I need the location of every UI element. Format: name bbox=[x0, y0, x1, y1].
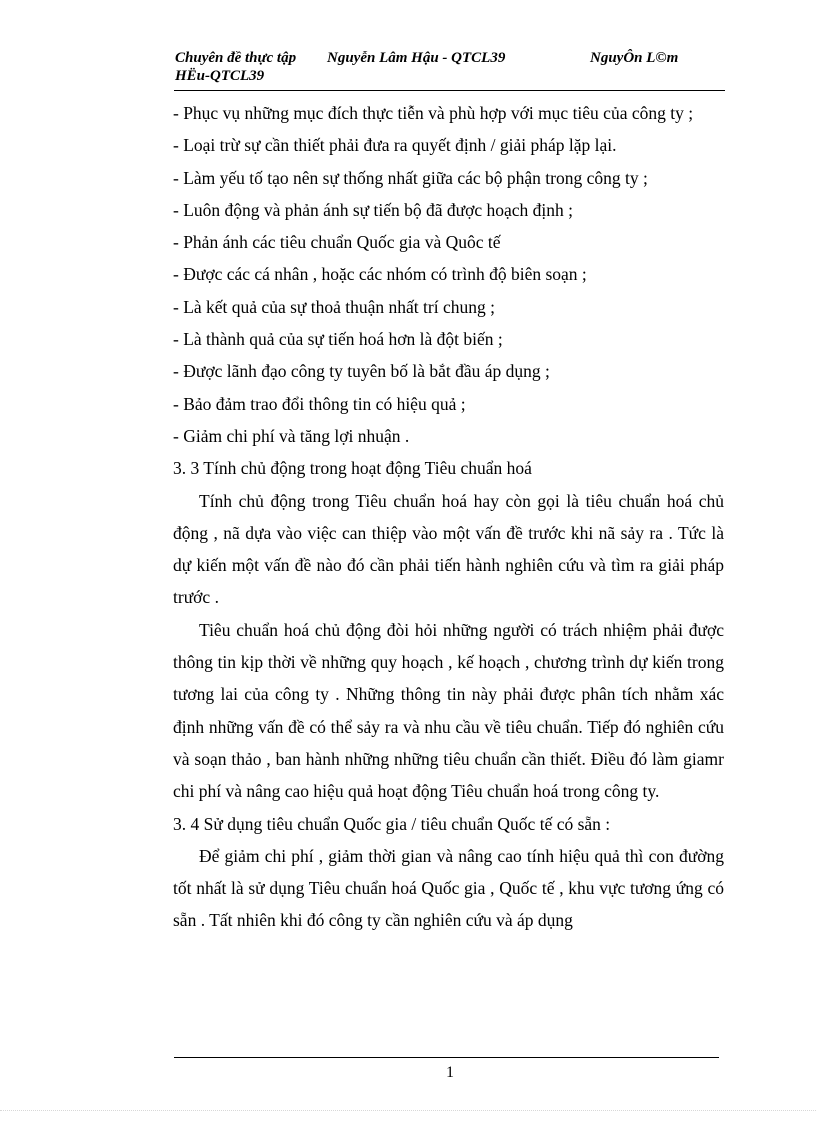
page-bottom-border bbox=[0, 1110, 816, 1111]
bullet-item: - Luôn động và phản ánh sự tiến bộ đã được hoạch định ; bbox=[173, 199, 574, 220]
page-header bbox=[175, 49, 725, 85]
bullet-item: - Được lãnh đạo công ty tuyên bố là bắt đầu áp dụng ; bbox=[173, 361, 550, 382]
section-3-4-paragraph-1: Để giảm chi phí , giảm thời gian và nâng cao tính hiệu quả thì con đường tốt nhất là sử dụng Tiêu chuẩn hoá Quốc gia , Quốc tế , khu vực tương ứng có sẵn . Tất nhiên khi đó công ty cần nghiên cứu và áp dụng bbox=[173, 845, 724, 931]
section-3-3-paragraph-2: Tiêu chuẩn hoá chủ động đòi hỏi những người có trách nhiệm phải được thông tin kịp thời về những quy hoạch , kế hoạch , chương trình dự kiến trong tương lai của công ty . Những thông tin này phải được phân tích nhằm xác định những vấn đề có thể sảy ra và nhu cầu về tiêu chuẩn. Tiếp đó nghiên cứu và soạn thảo , ban hành những những tiêu chuẩn cần thiết. Điều đó làm giamr chi phí và nâng cao hiệu quả hoạt động Tiêu chuẩn hoá trong công ty. bbox=[173, 619, 724, 802]
bullet-item: - Là kết quả của sự thoả thuận nhất trí chung ; bbox=[173, 296, 495, 317]
header-document-type: Chuyên đề thực tập bbox=[175, 50, 297, 66]
bullet-item: - Bảo đảm trao đổi thông tin có hiệu quả ; bbox=[173, 393, 466, 414]
section-3-3-paragraph-1: Tính chủ động trong Tiêu chuẩn hoá hay còn gọi là tiêu chuẩn hoá chủ động , nã dựa vào việc can thiệp vào một vấn đề trước khi nã sảy ra . Tức là dự kiến một vấn đề nào đó cần phải tiến hành nghiên cứu và tìm ra giải pháp trước . bbox=[173, 490, 724, 608]
bullet-item: - Loại trừ sự cần thiết phải đưa ra quyết định / giải pháp lặp lại. bbox=[173, 135, 617, 156]
header-author: Nguyễn Lâm Hậu - QTCL39 bbox=[327, 50, 506, 66]
bullet-item: - Được các cá nhân , hoặc các nhóm có trình độ biên soạn ; bbox=[173, 264, 587, 285]
bullet-item: - Làm yếu tố tạo nên sự thống nhất giữa các bộ phận trong công ty ; bbox=[173, 167, 648, 188]
section-3-4-heading: 3. 4 Sử dụng tiêu chuẩn Quốc gia / tiêu chuẩn Quốc tế có sẵn : bbox=[173, 813, 611, 834]
page-number: 1 bbox=[446, 1064, 454, 1081]
header-line-1 bbox=[175, 49, 725, 67]
bullet-item: - Phản ánh các tiêu chuẩn Quốc gia và Quôc tế bbox=[173, 232, 501, 253]
bullet-item: - Giảm chi phí và tăng lợi nhuận . bbox=[173, 425, 410, 446]
header-author-garbled: NguyÔn L©m bbox=[590, 50, 679, 66]
section-3-3-heading: 3. 3 Tính chủ động trong hoạt động Tiêu chuẩn hoá bbox=[173, 458, 532, 479]
header-line-2: HËu-QTCL39 bbox=[175, 68, 265, 84]
header-divider bbox=[174, 90, 725, 91]
footer-divider bbox=[174, 1057, 719, 1058]
bullet-item: - Là thành quả của sự tiến hoá hơn là đột biến ; bbox=[173, 329, 503, 350]
bullet-item: - Phục vụ những mục đích thực tiễn và phù hợp với mục tiêu của công ty ; bbox=[173, 103, 694, 123]
document-body bbox=[173, 97, 724, 937]
